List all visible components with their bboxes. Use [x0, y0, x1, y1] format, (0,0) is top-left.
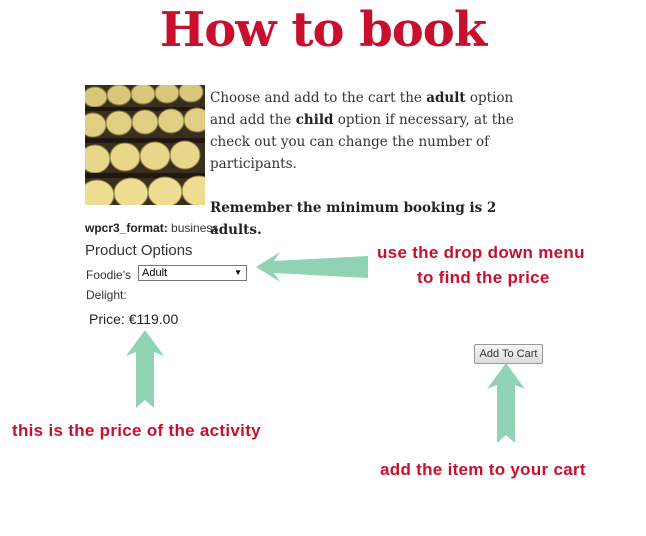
page-title: How to book	[159, 2, 487, 58]
price-value: €119.00	[128, 311, 179, 327]
price-display	[89, 311, 178, 327]
up-arrow-icon	[487, 363, 525, 443]
add-to-cart-button[interactable]: Add To Cart	[474, 344, 543, 364]
option-select[interactable]	[138, 265, 247, 281]
cart-annotation: add the item to your cart	[380, 460, 586, 479]
price-label: Price:	[89, 311, 125, 327]
price-annotation: this is the price of the activity	[12, 421, 261, 440]
booking-instructions	[210, 87, 540, 241]
option-label: Foodie's Delight:	[86, 268, 131, 302]
dropdown-annotation-line2: to find the price	[417, 268, 550, 287]
dropdown-annotation-line1: use the drop down menu	[377, 243, 585, 262]
product-options-title: Product Options	[85, 242, 193, 259]
up-arrow-icon	[126, 330, 164, 408]
adult-keyword: adult	[426, 90, 466, 106]
format-label: wpcr3_format:	[85, 221, 168, 235]
left-arrow-icon	[256, 250, 368, 284]
instructions-text-1: Choose and add to the cart the	[210, 90, 427, 106]
format-value: business	[171, 221, 219, 235]
instructions-text-3: option if necessary, at the check out you can change the number of participants.	[210, 112, 514, 172]
chevron-down-icon: ▼	[234, 268, 242, 277]
cheese-wheels-image	[85, 85, 205, 205]
instructions-text-2: option and add the	[210, 90, 514, 128]
product-format	[85, 221, 218, 235]
minimum-booking-note: Remember the minimum booking is 2 adults.	[210, 200, 497, 238]
option-selected-value: Adult	[142, 267, 168, 279]
child-keyword: child	[295, 112, 334, 128]
